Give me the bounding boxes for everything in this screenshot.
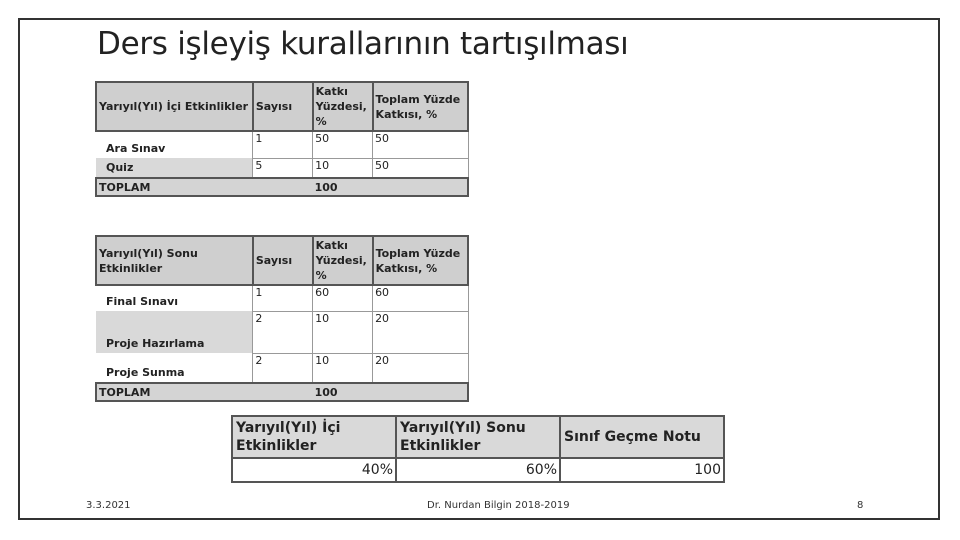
table-row [96, 285, 468, 311]
header-count: Sayısı [253, 236, 313, 285]
activity-contribution: 10 [313, 158, 373, 178]
summary-pass-grade-value: 100 [560, 458, 724, 482]
footer-author: Dr. Nurdan Bilgin 2018-2019 [427, 500, 570, 511]
summary-header-row [232, 416, 724, 458]
summary-header-pass-grade: Sınıf Geçme Notu [560, 416, 724, 458]
footer-date: 3.3.2021 [86, 500, 131, 511]
activity-count: 2 [253, 353, 313, 383]
header-total-contribution: Toplam Yüzde Katkısı, % [373, 82, 468, 131]
table-row [96, 158, 468, 178]
activity-total: 50 [373, 158, 468, 178]
activity-count: 1 [253, 285, 313, 311]
activity-count: 1 [253, 131, 313, 158]
table-header-row [96, 236, 468, 285]
activity-contribution: 60 [313, 285, 373, 311]
summary-final-value: 60% [396, 458, 560, 482]
final-activities-table [95, 235, 469, 402]
activity-total: 20 [373, 353, 468, 383]
summary-header-midterm: Yarıyıl(Yıl) İçi Etkinlikler [232, 416, 396, 458]
header-count: Sayısı [253, 82, 313, 131]
header-contribution: Katkı Yüzdesi, % [313, 236, 373, 285]
activity-count: 5 [253, 158, 313, 178]
page-number: 8 [857, 500, 864, 511]
activity-total: 50 [373, 131, 468, 158]
activity-name: Quiz [106, 161, 134, 174]
activity-contribution: 10 [313, 311, 373, 353]
total-row [96, 178, 468, 196]
header-activities: Yarıyıl(Yıl) İçi Etkinlikler [96, 82, 253, 131]
grade-summary-table [231, 415, 725, 483]
summary-header-final: Yarıyıl(Yıl) Sonu Etkinlikler [396, 416, 560, 458]
header-contribution: Katkı Yüzdesi, % [313, 82, 373, 131]
slide-title: Ders işleyiş kurallarının tartışılması [97, 26, 629, 62]
total-value: 100 [313, 178, 468, 196]
total-row [96, 383, 468, 401]
summary-values-row [232, 458, 724, 482]
table-header-row [96, 82, 468, 131]
midterm-activities-table [95, 81, 469, 197]
activity-total: 60 [373, 285, 468, 311]
activity-name: Proje Sunma [106, 366, 185, 379]
activity-name: Proje Hazırlama [106, 337, 205, 350]
header-activities: Yarıyıl(Yıl) Sonu Etkinlikler [96, 236, 253, 285]
table-row [96, 311, 468, 353]
activity-name: Final Sınavı [106, 295, 179, 308]
activity-contribution: 10 [313, 353, 373, 383]
activity-contribution: 50 [313, 131, 373, 158]
total-label: TOPLAM [96, 178, 313, 196]
summary-midterm-value: 40% [232, 458, 396, 482]
table-row [96, 131, 468, 158]
total-value: 100 [313, 383, 468, 401]
activity-total: 20 [373, 311, 468, 353]
header-total-contribution: Toplam Yüzde Katkısı, % [373, 236, 468, 285]
total-label: TOPLAM [96, 383, 313, 401]
table-row [96, 353, 468, 383]
activity-name: Ara Sınav [106, 142, 166, 155]
activity-count: 2 [253, 311, 313, 353]
